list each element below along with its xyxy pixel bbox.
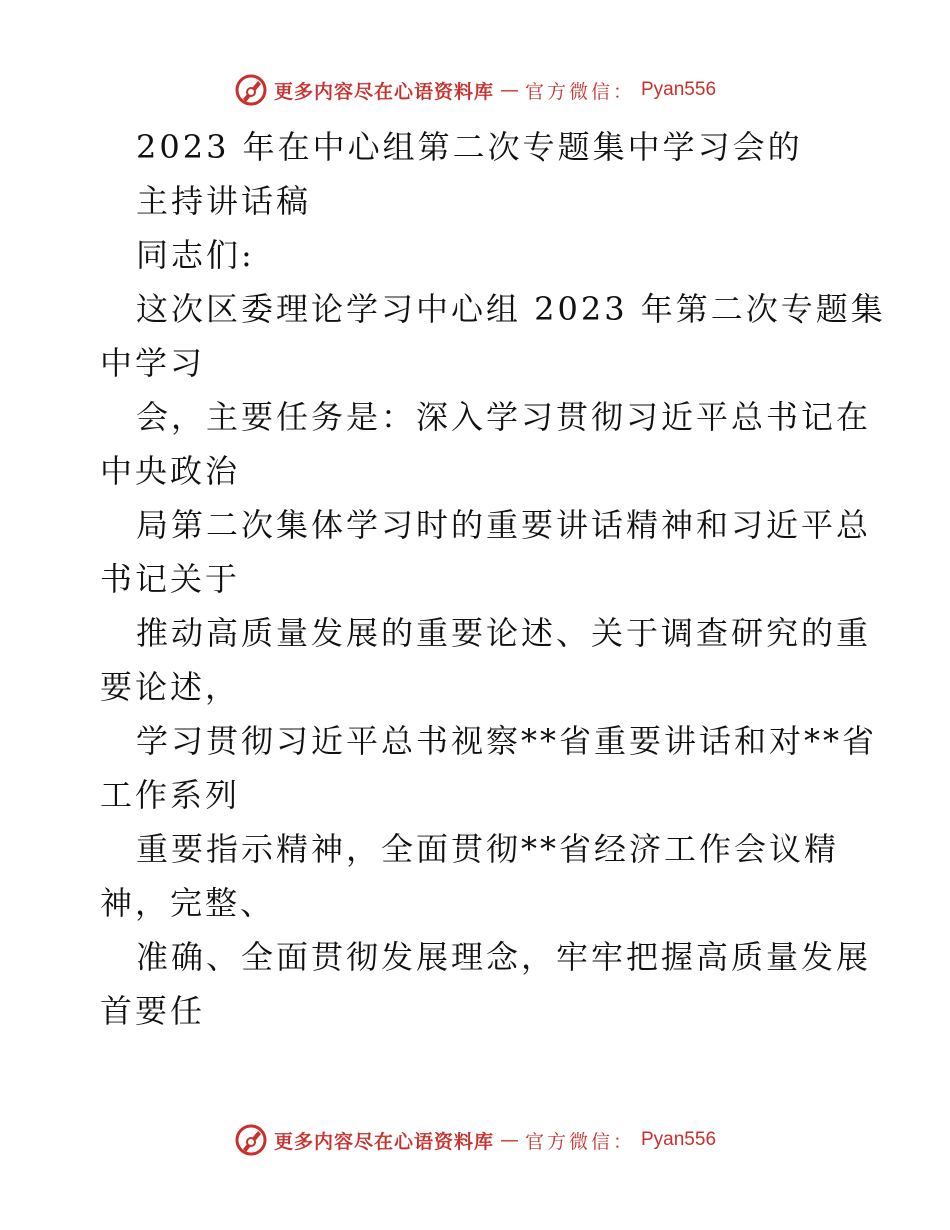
- footer-watermark: [0, 1120, 950, 1160]
- document-title-line: 主持讲话稿: [136, 182, 312, 220]
- paragraph-line: 局第二次集体学习时的重要讲话精神和习近平总: [136, 506, 872, 544]
- pen-logo-icon: [234, 1123, 268, 1157]
- paragraph-line: 书记关于: [100, 560, 241, 598]
- watermark-dash: —: [499, 1129, 519, 1151]
- watermark-label: 官方微信：: [524, 1130, 635, 1153]
- paragraph-line: 这次区委理论学习中心组 2023 年第二次专题集: [136, 290, 886, 328]
- paragraph-line: 中央政治: [100, 452, 241, 490]
- paragraph-line: 推动高质量发展的重要论述、关于调查研究的重: [136, 614, 872, 652]
- document-body: [100, 120, 886, 1038]
- header-watermark: [0, 70, 950, 110]
- watermark-wechat-id: Pyan556: [641, 79, 717, 100]
- paragraph-line: 首要任: [100, 992, 206, 1030]
- paragraph-line: 同志们:: [136, 236, 255, 274]
- paragraph-line: 中学习: [100, 344, 206, 382]
- paragraph-line: 要论述，: [100, 668, 241, 706]
- watermark-main-text: 更多内容尽在心语资料库: [273, 1130, 494, 1153]
- paragraph-line: 重要指示精神，全面贯彻**省经济工作会议精: [136, 830, 840, 868]
- pen-logo-icon: [234, 73, 268, 107]
- watermark-main-text: 更多内容尽在心语资料库: [273, 80, 494, 103]
- paragraph-line: 工作系列: [100, 776, 241, 814]
- watermark-label: 官方微信：: [524, 80, 635, 103]
- paragraph-line: 学习贯彻习近平总书视察**省重要讲话和对**省: [136, 722, 878, 760]
- paragraph-line: 神，完整、: [100, 884, 276, 922]
- watermark-dash: —: [499, 79, 519, 101]
- document-title-line: 2023 年在中心组第二次专题集中学习会的: [136, 128, 803, 166]
- paragraph-line: 准确、全面贯彻发展理念，牢牢把握高质量发展: [136, 938, 872, 976]
- paragraph-line: 会，主要任务是：深入学习贯彻习近平总书记在: [136, 398, 872, 436]
- watermark-wechat-id: Pyan556: [641, 1129, 717, 1150]
